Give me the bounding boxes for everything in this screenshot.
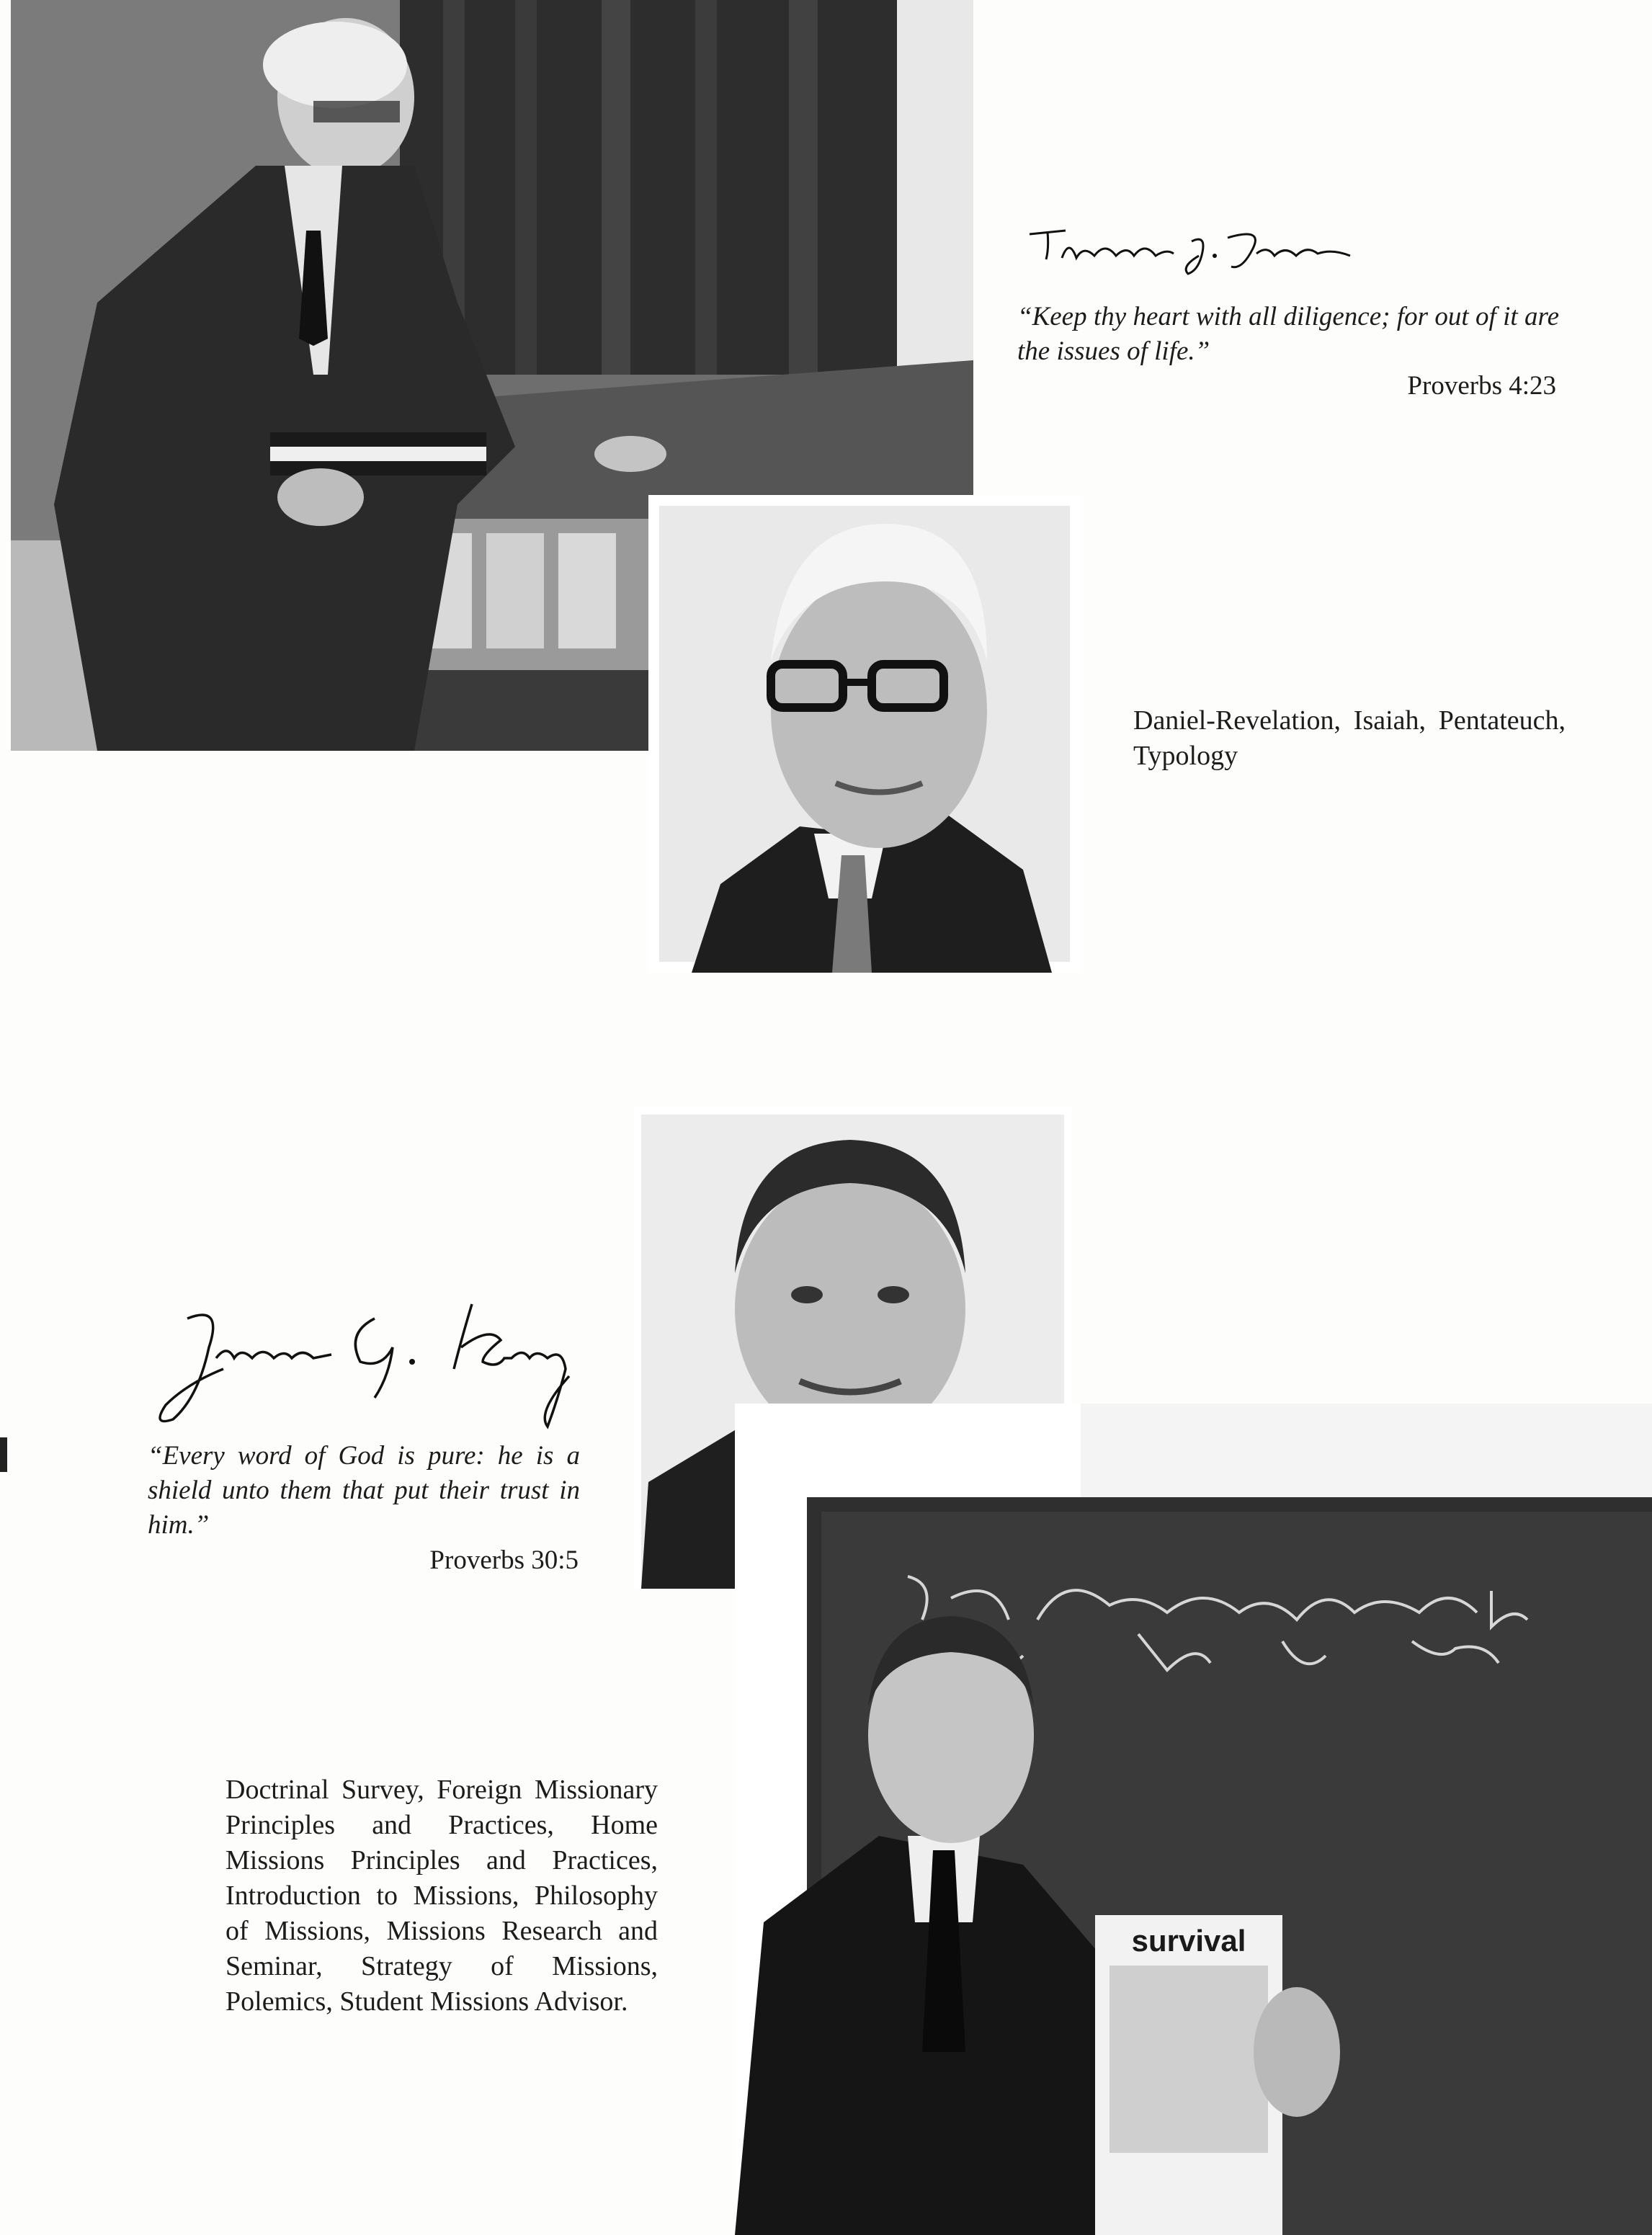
courses-king: Doctrinal Survey, Foreign Missionary Principles and Practices, Home Missions Principles and Practices, Introduction to Missions, Philosophy of Missions, Missions Research and Seminar, Strategy of Missions, Polemics, Student Missions Advisor.: [226, 1775, 658, 2017]
page-edge-mark: [0, 1437, 7, 1472]
citation-jones: Proverbs 4:23: [1407, 371, 1556, 401]
courses-jones: Daniel-Revelation, Isaiah, Pentateuch, Typology: [1133, 705, 1566, 771]
portrait-jones: [648, 495, 1081, 973]
signature-james-g-king: [144, 1290, 591, 1434]
quote-jones: “Keep thy heart with all diligence; for out of it are the issues of life.”: [1017, 302, 1559, 366]
signature-thomas-j-jones: [1026, 216, 1365, 277]
citation-king: Proverbs 30:5: [429, 1545, 579, 1575]
photo-king-chalkboard: [735, 1404, 1652, 2235]
magazine-title: survival: [1131, 1924, 1246, 1958]
quote-king: “Every word of God is pure: he is a shield unto them that put their trust in him.”: [148, 1441, 580, 1540]
